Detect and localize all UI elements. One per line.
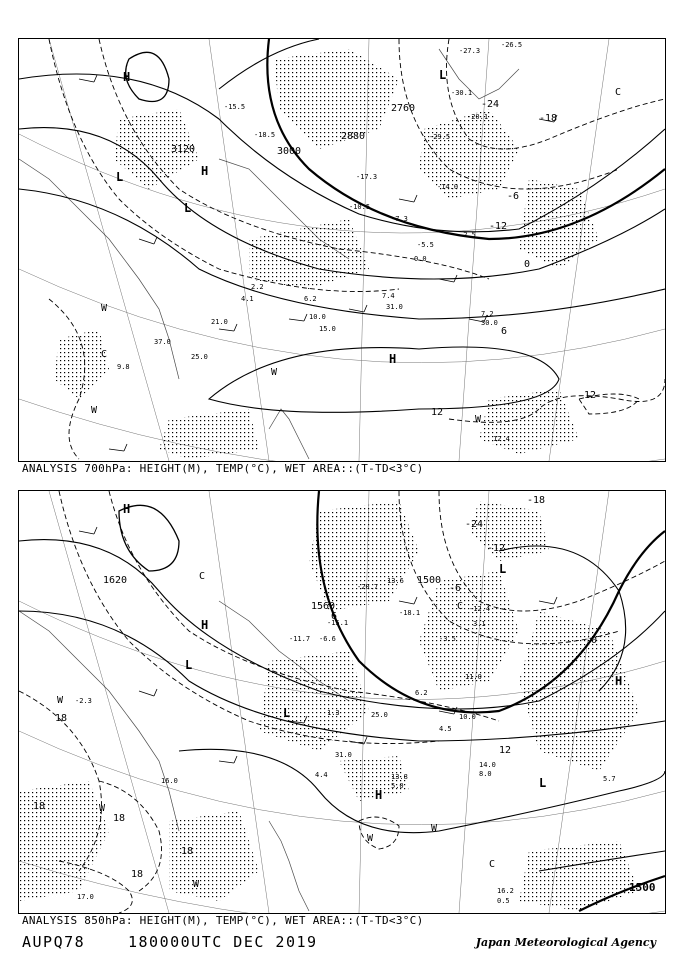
station-value: 4.5 <box>439 725 452 733</box>
station-value: -5.5 <box>417 241 434 249</box>
station-value: 10.0 <box>309 313 326 321</box>
station-value: -6.6 <box>319 635 336 643</box>
station-value: -2.5 <box>459 231 476 239</box>
low-center: L <box>539 776 547 790</box>
station-value: -10.5 <box>349 203 371 211</box>
isotherm-label: 0 <box>591 635 598 646</box>
station-value: 10.0 <box>459 713 476 721</box>
station-value: 6.2 <box>415 689 428 697</box>
high-center: H <box>123 502 131 516</box>
station-value: 7.2 <box>481 310 494 318</box>
map-700hpa <box>19 39 665 461</box>
station-value: -20.1 <box>467 113 489 121</box>
warm-center: W <box>91 405 98 416</box>
warm-center: W <box>99 803 106 814</box>
isotherm-label: 18 <box>33 801 46 812</box>
warm-center: W <box>475 414 482 425</box>
station-value: -15.5 <box>224 103 246 111</box>
isotherm-label: -12 <box>489 221 508 232</box>
station-value: 13.8 <box>391 773 408 781</box>
station-value: -7.3 <box>391 215 408 223</box>
station-value: 14.0 <box>479 761 496 769</box>
station-value: 16.0 <box>161 777 178 785</box>
low-center: L <box>439 68 447 82</box>
station-value: 17.0 <box>77 893 94 901</box>
low-center: L <box>184 201 192 215</box>
height-label: 1560 <box>311 601 336 612</box>
wet-area-700 <box>54 49 599 459</box>
station-value: 0.5 <box>497 897 510 905</box>
height-label: 2880 <box>341 131 366 142</box>
cold-center: C <box>457 601 464 612</box>
high-center: H <box>123 70 131 84</box>
station-value: 4.1 <box>241 295 254 303</box>
station-value: -17.3 <box>356 173 378 181</box>
low-center: L <box>499 562 507 576</box>
station-value: 16.2 <box>497 887 514 895</box>
chart-panel-850hpa <box>18 490 666 914</box>
station-value: 5.7 <box>603 775 616 783</box>
station-value: 37.0 <box>154 338 171 346</box>
station-value: -20.7 <box>357 583 379 591</box>
cold-center: C <box>615 87 622 98</box>
high-center: H <box>615 674 623 688</box>
station-value: -27.3 <box>459 47 481 55</box>
station-value: 4.4 <box>315 771 328 779</box>
station-value: 3.1 <box>473 620 486 628</box>
caption-700hpa: ANALYSIS 700hPa: HEIGHT(M), TEMP(°C), WET AREA::(T-TD<3°C) <box>22 462 424 475</box>
isotherm-label: -24 <box>465 519 484 530</box>
warm-center: W <box>367 833 374 844</box>
station-value: 5.0 <box>391 782 404 790</box>
high-center: H <box>389 352 397 366</box>
isotherm-label: 18 <box>181 846 194 857</box>
station-value: -15.1 <box>327 619 349 627</box>
caption-850hpa: ANALYSIS 850hPa: HEIGHT(M), TEMP(°C), WET AREA::(T-TD<3°C) <box>22 914 424 927</box>
high-center: H <box>201 164 209 178</box>
warm-center: W <box>57 695 64 706</box>
station-value: 31.0 <box>386 303 403 311</box>
isotherm-label: 6 <box>501 326 508 337</box>
station-value: -29.5 <box>429 133 451 141</box>
map-850hpa <box>19 491 665 913</box>
station-value: 1.3 <box>327 709 340 717</box>
station-value: -14.0 <box>437 183 459 191</box>
agency-credit: Japan Meteorological Agency <box>475 936 656 949</box>
cold-center: C <box>489 859 496 870</box>
station-value: 9.8 <box>117 363 130 371</box>
station-value: -2.3 <box>75 697 92 705</box>
station-value: 7.4 <box>382 292 395 300</box>
isotherm-label: 18 <box>55 713 68 724</box>
warm-center: W <box>431 823 438 834</box>
height-label: 3120 <box>171 144 196 155</box>
station-value: 11.0 <box>465 673 482 681</box>
station-value: -3.5 <box>439 635 456 643</box>
isotherm-label: 12 <box>499 745 512 756</box>
station-value: 6.2 <box>304 295 317 303</box>
station-value: -18.1 <box>399 609 421 617</box>
station-value: 25.0 <box>371 711 388 719</box>
height-label: 3000 <box>277 146 302 157</box>
station-value: -26.5 <box>501 41 523 49</box>
height-label: 1500 <box>417 575 442 586</box>
isotherm-label: -24 <box>481 99 500 110</box>
high-center: H <box>375 788 383 802</box>
height-label: 2760 <box>391 103 416 114</box>
isotherm-label: 6 <box>331 611 338 622</box>
station-value: -11.7 <box>289 635 311 643</box>
station-value: -12.4 <box>469 605 491 613</box>
low-center: L <box>283 706 291 720</box>
low-center: L <box>116 170 124 184</box>
isotherm-label: 0 <box>524 259 531 270</box>
station-value: 25.0 <box>191 353 208 361</box>
high-center: H <box>201 618 209 632</box>
station-value: -30.1 <box>451 89 473 97</box>
warm-center: W <box>271 367 278 378</box>
height-label: 1620 <box>103 575 128 586</box>
wet-area-850 <box>19 501 639 911</box>
station-value: 2.2 <box>251 283 264 291</box>
low-center: L <box>185 658 193 672</box>
station-value: -18.5 <box>254 131 276 139</box>
warm-center: W <box>101 303 108 314</box>
isotherm-label: 18 <box>131 869 144 880</box>
station-value: 13.6 <box>387 577 404 585</box>
isotherm-label: -6 <box>449 583 462 594</box>
station-value: 8.0 <box>479 770 492 778</box>
station-value: 31.0 <box>335 751 352 759</box>
isotherm-label: 12 <box>431 407 444 418</box>
isotherm-label: -12 <box>487 543 506 554</box>
isotherm-label: -6 <box>507 191 520 202</box>
warm-center: W <box>193 879 200 890</box>
valid-time: 180000UTC DEC 2019 <box>128 933 318 951</box>
station-value: 30.0 <box>481 319 498 327</box>
cold-center: C <box>199 571 206 582</box>
isotherm-label: 12 <box>584 390 597 401</box>
isotherm-label: -18 <box>539 113 558 124</box>
isotherm-label: -18 <box>527 495 546 506</box>
isotherm-label: 18 <box>113 813 126 824</box>
cold-center: C <box>101 349 108 360</box>
chart-panel-700hpa <box>18 38 666 462</box>
chart-code: AUPQ78 <box>22 933 86 951</box>
station-value: 12.4 <box>493 435 510 443</box>
station-value: 0.0 <box>414 255 427 263</box>
station-value: 21.0 <box>211 318 228 326</box>
height-label: 1500 <box>629 881 656 894</box>
station-value: 15.0 <box>319 325 336 333</box>
